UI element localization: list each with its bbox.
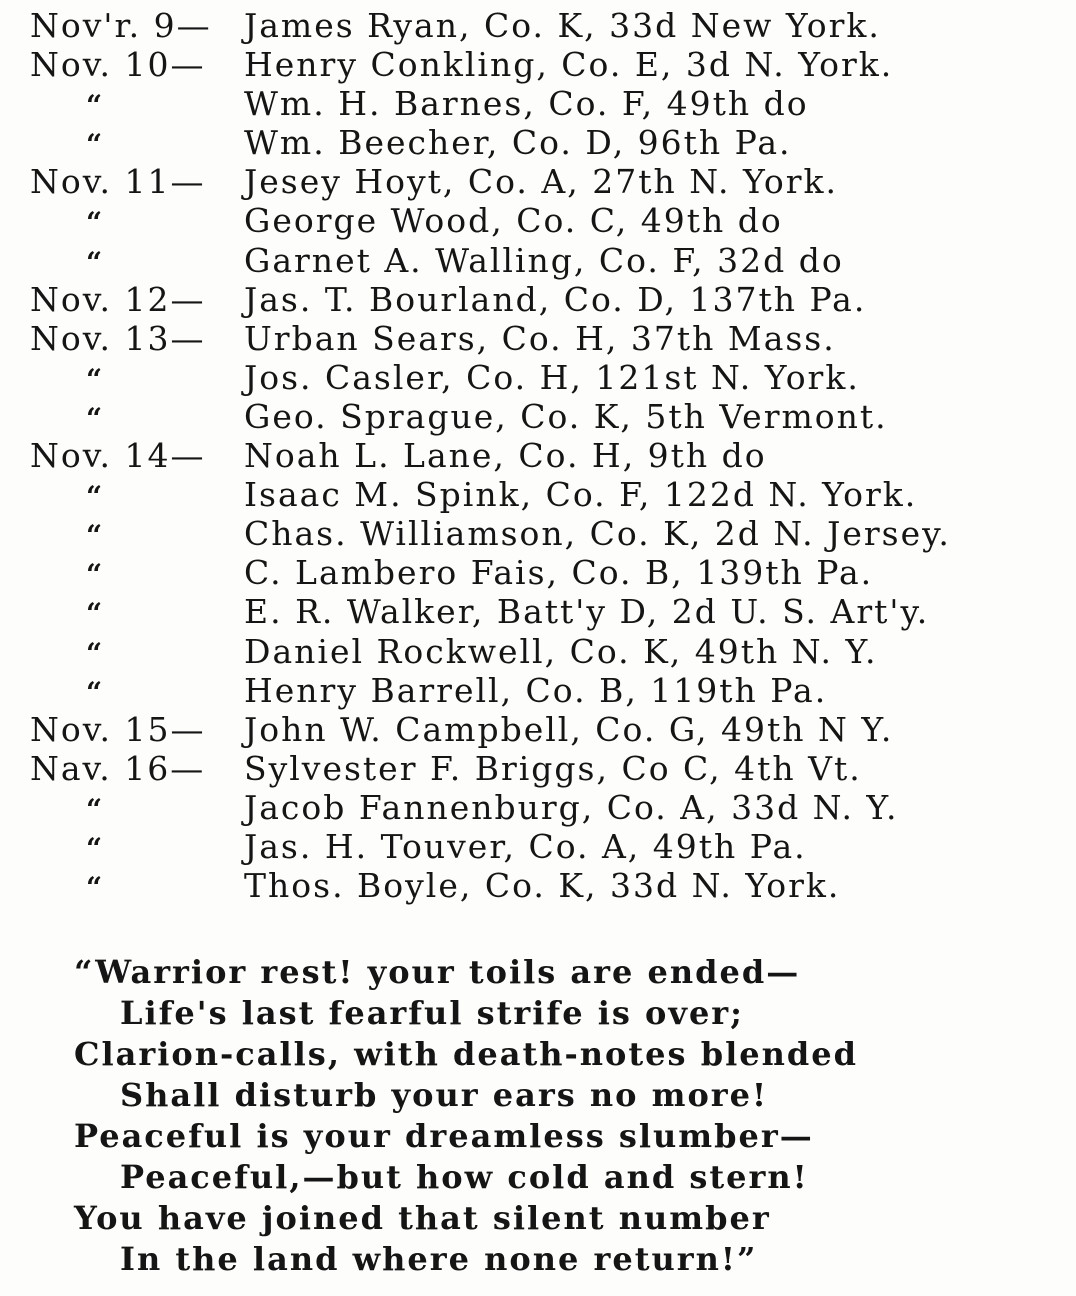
soldier-record: E. R. Walker, Batt'y D, 2d U. S. Art'y. — [244, 592, 930, 632]
casualty-entry — [0, 827, 1076, 866]
casualty-entry — [0, 241, 1076, 280]
dated-record — [30, 45, 893, 84]
soldier-record: George Wood, Co. C, 49th do — [244, 201, 783, 241]
entry-date: Nav. 16 — [30, 748, 171, 788]
soldier-record: Wm. H. Barnes, Co. F, 49th do — [244, 84, 809, 124]
casualty-list — [0, 6, 1076, 905]
casualty-entry — [0, 358, 1076, 397]
casualty-entry — [0, 123, 1076, 162]
casualty-entry — [0, 45, 1076, 84]
ditto-mark: “ — [86, 89, 103, 123]
date-dash: — — [170, 436, 206, 476]
casualty-entry — [0, 749, 1076, 788]
date-dash: — — [170, 162, 206, 202]
date-dash: — — [170, 748, 206, 788]
date-dash: — — [170, 45, 206, 85]
soldier-record: Henry Barrell, Co. B, 119th Pa. — [244, 670, 828, 710]
poem-line — [0, 1034, 1076, 1075]
soldier-record: Jas. H. Touver, Co. A, 49th Pa. — [244, 826, 807, 866]
soldier-record: Isaac M. Spink, Co. F, 122d N. York. — [244, 475, 918, 515]
soldier-record: Thos. Boyle, Co. K, 33d N. York. — [244, 866, 841, 906]
soldier-record: Henry Conkling, Co. E, 3d N. York. — [244, 45, 894, 85]
ditto-mark: “ — [86, 675, 103, 709]
dated-record — [30, 280, 866, 319]
soldier-record: John W. Campbell, Co. G, 49th N Y. — [244, 709, 894, 749]
casualty-entry — [0, 710, 1076, 749]
dated-record — [30, 6, 881, 45]
poem-line-text: Clarion-calls, with death-notes blended — [74, 1035, 858, 1073]
poem-line-text: In the land where none return!” — [120, 1240, 758, 1278]
casualty-entry — [0, 84, 1076, 123]
poem-line — [0, 1239, 1076, 1280]
date-dash: — — [176, 6, 212, 45]
entry-date: Nov. 11 — [30, 162, 171, 202]
date-dash: — — [170, 279, 206, 319]
poem-line-text: Peaceful,—but how cold and stern! — [120, 1158, 809, 1196]
dated-record — [30, 162, 838, 201]
ditto-mark: “ — [86, 558, 103, 592]
ditto-mark: “ — [86, 362, 103, 396]
ditto-mark: “ — [86, 401, 103, 435]
poem-line-text: Shall disturb your ears no more! — [120, 1076, 769, 1114]
soldier-record: C. Lambero Fais, Co. B, 139th Pa. — [244, 553, 874, 593]
casualty-entry — [0, 553, 1076, 592]
dated-record — [30, 710, 893, 749]
poem-line — [0, 993, 1076, 1034]
soldier-record: Daniel Rockwell, Co. K, 49th N. Y. — [244, 631, 878, 671]
soldier-record: Noah L. Lane, Co. H, 9th do — [244, 436, 767, 476]
casualty-entry — [0, 397, 1076, 436]
ditto-mark: “ — [86, 597, 103, 631]
ditto-mark: “ — [86, 128, 103, 162]
ditto-mark: “ — [86, 245, 103, 279]
entry-date: Nov'r. 9 — [30, 6, 177, 45]
soldier-record: Wm. Beecher, Co. D, 96th Pa. — [244, 123, 792, 163]
entry-date: Nov. 15 — [30, 709, 171, 749]
casualty-entry — [0, 162, 1076, 201]
ditto-mark: “ — [86, 636, 103, 670]
poem-line — [0, 1198, 1076, 1239]
ditto-mark: “ — [86, 792, 103, 826]
ditto-mark: “ — [86, 871, 103, 905]
soldier-record: Jos. Casler, Co. H, 121st N. York. — [244, 357, 860, 397]
dated-record — [30, 319, 836, 358]
casualty-entry — [0, 436, 1076, 475]
poem-line — [0, 1075, 1076, 1116]
entry-date: Nov. 13 — [30, 318, 171, 358]
poem-line-text: “Warrior rest! your toils are ended— — [74, 953, 801, 991]
poem-line — [0, 1116, 1076, 1157]
poem-line — [0, 1157, 1076, 1198]
dated-record — [30, 436, 767, 475]
dated-record — [30, 749, 862, 788]
date-dash: — — [170, 318, 206, 358]
soldier-record: Sylvester F. Briggs, Co C, 4th Vt. — [244, 748, 862, 788]
poem-line-text: Life's last fearful strife is over; — [120, 994, 744, 1032]
soldier-record: Geo. Sprague, Co. K, 5th Vermont. — [244, 396, 888, 436]
date-dash: — — [170, 709, 206, 749]
soldier-record: Jas. T. Bourland, Co. D, 137th Pa. — [244, 279, 867, 319]
casualty-entry — [0, 592, 1076, 631]
casualty-entry — [0, 319, 1076, 358]
soldier-record: Jesey Hoyt, Co. A, 27th N. York. — [244, 162, 838, 202]
entry-date: Nov. 14 — [30, 436, 171, 476]
poem-line-text: Peaceful is your dreamless slumber— — [74, 1117, 814, 1155]
casualty-entry — [0, 6, 1076, 45]
casualty-entry — [0, 514, 1076, 553]
casualty-entry — [0, 866, 1076, 905]
poem-line-text: You have joined that silent number — [74, 1199, 771, 1237]
casualty-entry — [0, 280, 1076, 319]
soldier-record: Chas. Williamson, Co. K, 2d N. Jersey. — [244, 514, 951, 554]
casualty-entry — [0, 201, 1076, 240]
soldier-record: Jacob Fannenburg, Co. A, 33d N. Y. — [244, 787, 899, 827]
memorial-poem — [0, 952, 1076, 1280]
ditto-mark: “ — [86, 831, 103, 865]
ditto-mark: “ — [86, 206, 103, 240]
entry-date: Nov. 12 — [30, 279, 171, 319]
poem-line — [0, 952, 1076, 993]
soldier-record: Urban Sears, Co. H, 37th Mass. — [244, 318, 836, 358]
ditto-mark: “ — [86, 480, 103, 514]
soldier-record: James Ryan, Co. K, 33d New York. — [244, 6, 881, 45]
soldier-record: Garnet A. Walling, Co. F, 32d do — [244, 240, 844, 280]
casualty-entry — [0, 671, 1076, 710]
casualty-entry — [0, 632, 1076, 671]
entry-date: Nov. 10 — [30, 45, 171, 85]
casualty-entry — [0, 788, 1076, 827]
ditto-mark: “ — [86, 519, 103, 553]
casualty-entry — [0, 475, 1076, 514]
